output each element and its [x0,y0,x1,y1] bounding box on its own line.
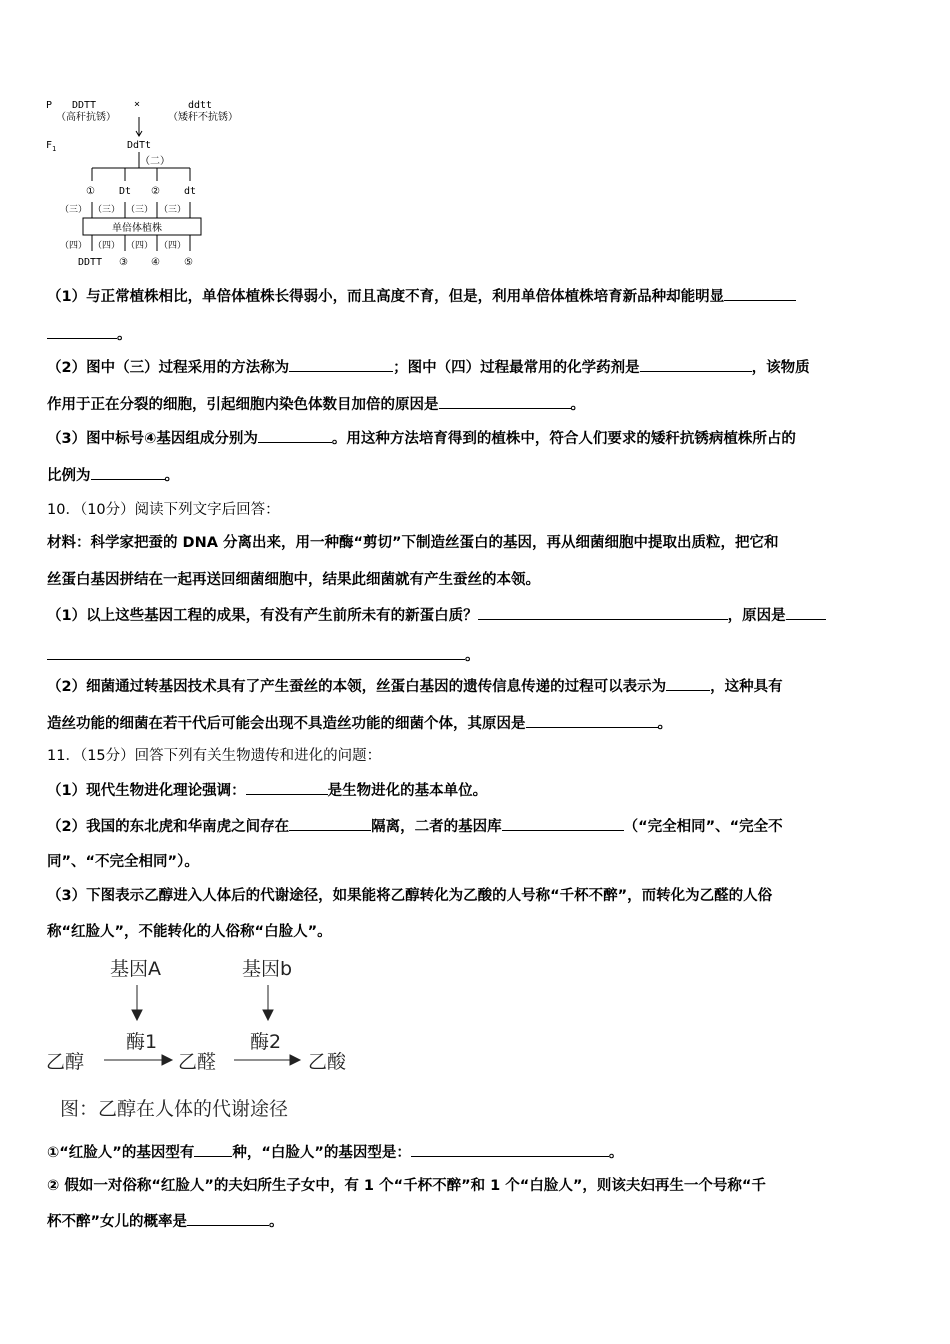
answer-blank[interactable] [786,605,826,620]
step-4-label: （四） [126,241,154,251]
q10-part2-cont [47,713,672,734]
answer-blank[interactable] [526,713,658,728]
answer-blank[interactable] [502,816,624,831]
text: 。 [164,468,179,484]
parent2-note: （矮秆不抗锈） [168,112,238,123]
answer-blank[interactable] [666,676,710,691]
answer-blank[interactable] [47,324,117,339]
answer-blank[interactable] [194,1142,232,1157]
text: ，原因是 [727,608,786,624]
answer-blank[interactable] [478,605,728,620]
text: （2）细菌通过转基因技术具有了产生蚕丝的本领，丝蛋白基因的遗传信息传递的过程可以表示为 [47,679,667,695]
step-3-label: （三） [159,205,187,215]
text: 比例为 [47,468,91,484]
gene-a-label: 基因A [110,958,161,980]
answer-blank[interactable] [640,357,752,372]
q11-part1 [47,780,487,801]
enzyme-2-label: 酶2 [250,1031,282,1053]
text: （3）图中标号④基因组成分别为 [47,431,258,447]
text: ①“红脸人”的基因型有 [47,1145,195,1161]
text: 造丝功能的细菌在若干代后可能会出现不具造丝功能的细菌个体，其原因是 [47,716,526,732]
cross-symbol: × [134,99,141,110]
step-4-label: （四） [93,241,121,251]
text: ，这种具有 [710,679,783,695]
step-4-label: （四） [60,241,88,251]
answer-blank[interactable] [246,780,328,795]
q9-part2 [47,357,810,378]
text: 。 [608,1145,624,1161]
step-3-label: （三） [93,205,121,215]
text: ，该物质 [751,360,810,376]
answer-blank[interactable] [289,816,371,831]
text: 杯不醉”女儿的概率是 [47,1214,188,1230]
answer-blank[interactable] [439,394,571,409]
q11-part2-cont: 同”、“不完全相同”）。 [47,854,199,870]
answer-blank[interactable] [724,286,796,301]
gamete-2: Dt [119,186,132,197]
text: 。用这种方法培育得到的植株中，符合人们要求的矮秆抗锈病植株所占的 [331,431,796,447]
text: （1）现代生物进化理论强调： [47,783,246,799]
text: 。 [657,716,672,732]
text: 种，“白脸人”的基因型是： [232,1145,411,1161]
breeding-diagram [40,95,270,275]
text: 。 [117,327,132,343]
q10-title: 10．（10分）阅读下列文字后回答： [47,502,280,518]
q11-part3-cont: 称“红脸人”，不能转化的人俗称“白脸人”。 [47,924,332,940]
result-3: ④ [151,257,160,268]
text: （1）与正常植株相比，单倍体植株长得弱小，而且高度不育，但是，利用单倍体植株培育新品种却能明显 [47,289,725,305]
p-label: P [46,100,53,111]
haploid-box-label: 单倍体植株 [112,223,162,234]
gene-b-label: 基因b [242,958,293,980]
q9-part1-cont [47,324,132,345]
parent2-genotype: ddtt [188,100,213,111]
q11-part2 [47,816,783,837]
gamete-1: ① [86,186,95,197]
q9-part3 [47,428,796,449]
q11-part3: （3）下图表示乙醇进入人体后的代谢途径，如果能将乙醇转化为乙酸的人号称“千杯不醉”，而转化为乙醛的人俗 [47,888,773,904]
text: 隔离，二者的基因库 [371,819,502,835]
step-3-label: （三） [126,205,154,215]
result-2: ③ [119,257,128,268]
figure-caption: 图：乙醇在人体的代谢途径 [60,1098,289,1120]
text: （2）我国的东北虎和华南虎之间存在 [47,819,290,835]
q10-part1-cont [47,645,480,666]
result-4: ⑤ [184,257,193,268]
q11-sub2: ② 假如一对俗称“红脸人”的夫妇所生子女中，有 1 个“千杯不醉”和 1 个“白脸人”，则该夫妇再生一个号称“千 [47,1178,766,1194]
q10-part1 [47,605,826,626]
text: 作用于正在分裂的细胞，引起细胞内染色体数目加倍的原因是 [47,397,439,413]
parent1-genotype: DDTT [72,100,97,111]
text: 。 [465,648,480,664]
gamete-4: dt [184,186,197,197]
enzyme-1-label: 酶1 [126,1031,158,1053]
q11-sub2-cont [47,1211,284,1232]
ethanol-label: 乙醇 [46,1051,85,1073]
q10-material: 材料：科学家把蚕的 DNA 分离出来，用一种酶“剪切”下制造丝蛋白的基因，再从细菌细胞中提取出质粒，把它和 [47,535,779,551]
q9-part3-cont [47,465,179,486]
q11-sub1 [47,1142,623,1163]
q10-part2 [47,676,783,697]
text: （1）以上这些基因工程的成果，有没有产生前所未有的新蛋白质？ [47,608,478,624]
text: （2）图中（三）过程采用的方法称为 [47,360,290,376]
q9-part1 [47,286,796,307]
q9-part2-cont [47,394,585,415]
text: 是生物进化的基本单位。 [327,783,488,799]
text: （“完全相同”、“完全不 [623,819,783,835]
acetic-acid-label: 乙酸 [308,1051,347,1073]
answer-blank[interactable] [258,428,332,443]
ethanol-metabolism-figure [40,950,370,1130]
answer-blank[interactable] [91,465,165,480]
answer-blank[interactable] [187,1211,269,1226]
f1-genotype: DdTt [127,140,152,151]
text: 。 [570,397,585,413]
answer-blank[interactable] [289,357,393,372]
result-1: DDTT [78,257,103,268]
gamete-3: ② [151,186,160,197]
step-3-label: （三） [60,205,88,215]
f1-label: $F_1$ [46,140,57,153]
text: 。 [269,1214,284,1230]
text: ；图中（四）过程最常用的化学药剂是 [393,360,640,376]
step-4-label: （四） [159,241,187,251]
acetaldehyde-label: 乙醛 [178,1051,217,1073]
q10-material-cont: 丝蛋白基因拼结在一起再送回细菌细胞中，结果此细菌就有产生蚕丝的本领。 [47,572,540,588]
step-2-label: （二） [140,156,170,167]
answer-blank[interactable] [47,645,465,660]
parent1-note: （高秆抗锈） [56,112,116,123]
q11-title: 11．（15分）回答下列有关生物遗传和进化的问题： [47,748,382,764]
answer-blank[interactable] [411,1142,609,1157]
